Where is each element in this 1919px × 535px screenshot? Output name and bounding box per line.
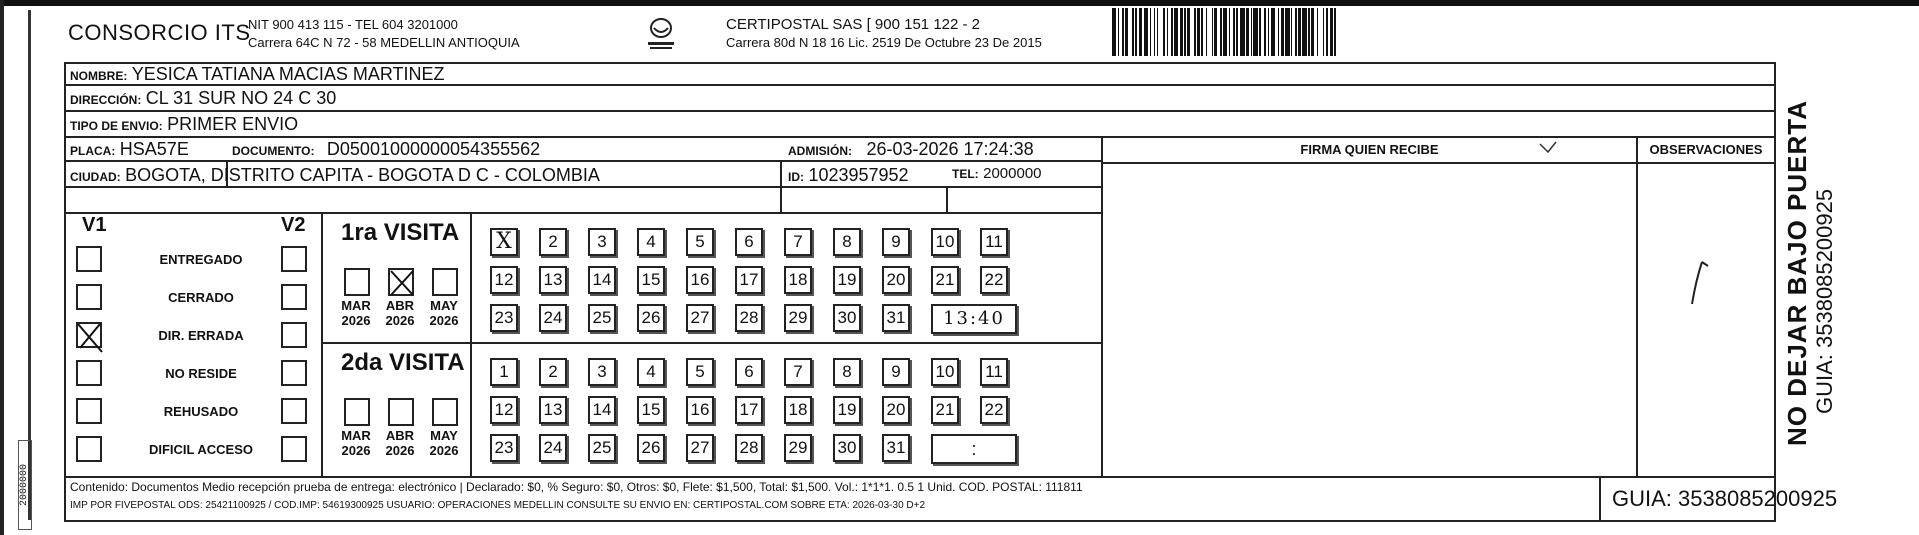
day-box[interactable]: 15 [637, 266, 665, 294]
month-year: 2026 [385, 443, 415, 458]
nombre-value: YESICA TATIANA MACIAS MARTINEZ [131, 64, 445, 84]
direccion-label: DIRECCIÓN: [70, 93, 142, 107]
x-mark-icon [388, 268, 414, 296]
day-box[interactable] [490, 228, 518, 256]
admision-field [788, 139, 1034, 160]
day-box[interactable]: 2 [539, 358, 567, 386]
documento-field [232, 139, 540, 160]
day-box[interactable]: 28 [735, 434, 763, 462]
ciudad-field [70, 165, 600, 186]
month-checkbox[interactable] [432, 268, 458, 296]
company-address: Carrera 64C N 72 - 58 MEDELLIN ANTIOQUIA [248, 35, 520, 50]
month-label [336, 428, 376, 458]
status-label: ENTREGADO [159, 252, 243, 267]
month-label [380, 428, 420, 458]
status-label: CERRADO [168, 290, 234, 305]
certipostal-logo-icon [640, 14, 682, 56]
day-box[interactable]: 31 [882, 434, 910, 462]
tel-label: TEL: [952, 167, 979, 181]
side-panel [1780, 78, 1840, 458]
tipo-envio-value: PRIMER ENVIO [167, 114, 299, 134]
day-box[interactable]: 22 [980, 396, 1008, 424]
footer-guia: GUIA: 3538085200925 [1612, 486, 1838, 511]
month-label [424, 298, 464, 328]
left-border [0, 0, 4, 535]
month-checkbox[interactable] [388, 268, 414, 296]
tel-field [952, 165, 1042, 183]
placa-value: HSA57E [119, 139, 189, 159]
day-box[interactable]: 25 [588, 434, 616, 462]
top-border [0, 0, 1919, 6]
barcode [1112, 8, 1492, 56]
ciudad-label: CIUDAD: [70, 170, 121, 184]
documento-label: DOCUMENTO: [232, 144, 315, 158]
id-value: 1023957952 [808, 165, 909, 185]
tipo-envio-field [70, 114, 298, 135]
day-box[interactable]: 29 [784, 304, 812, 332]
placa-label: PLACA: [70, 144, 116, 158]
day-box[interactable]: 28 [735, 304, 763, 332]
month-checkbox[interactable] [388, 398, 414, 426]
day-box[interactable]: 24 [539, 304, 567, 332]
day-box[interactable]: 30 [833, 434, 861, 462]
month-year: 2026 [341, 443, 371, 458]
day-box[interactable]: 16 [686, 266, 714, 294]
day-box[interactable]: 19 [833, 266, 861, 294]
day-box[interactable]: 23 [490, 434, 518, 462]
edge-code: 2000000 [18, 440, 32, 530]
v2-header: V2 [281, 214, 306, 236]
day-box[interactable]: 30 [833, 304, 861, 332]
day-box[interactable]: 3 [588, 228, 616, 256]
placa-field [70, 139, 189, 160]
status-label: NO RESIDE [165, 366, 237, 381]
admision-value: 26-03-2026 17:24:38 [866, 139, 1034, 159]
day-box[interactable]: 23 [490, 304, 518, 332]
month-year: 2026 [429, 313, 459, 328]
month-checkbox[interactable] [344, 398, 370, 426]
day-box[interactable]: 10 [931, 358, 959, 386]
day-box[interactable]: 20 [882, 396, 910, 424]
day-box[interactable]: 26 [637, 304, 665, 332]
direccion-value: CL 31 SUR NO 24 C 30 [145, 88, 337, 108]
visit-time[interactable]: : [931, 434, 1017, 464]
v1-checkbox[interactable] [76, 246, 102, 272]
day-box[interactable]: 2 [539, 228, 567, 256]
day-box[interactable]: 12 [490, 396, 518, 424]
day-box[interactable]: 8 [833, 228, 861, 256]
month-label [424, 428, 464, 458]
day-box[interactable]: 1 [490, 358, 518, 386]
month-name: MAY [430, 298, 458, 313]
day-box[interactable]: 11 [980, 228, 1008, 256]
v1-checkbox[interactable] [76, 436, 102, 462]
x-mark-icon: X [496, 229, 512, 254]
day-box[interactable]: 13 [539, 266, 567, 294]
v1-checkbox[interactable] [76, 284, 102, 310]
day-box[interactable]: 14 [588, 266, 616, 294]
month-checkbox[interactable] [344, 268, 370, 296]
day-box[interactable]: 17 [735, 396, 763, 424]
v1-header: V1 [82, 214, 107, 236]
carrier-address: Carrera 80d N 18 16 Lic. 2519 De Octubre 23 De 2015 [726, 35, 1042, 50]
day-box[interactable]: 24 [539, 434, 567, 462]
day-box[interactable]: 29 [784, 434, 812, 462]
day-box[interactable]: 26 [637, 434, 665, 462]
day-box[interactable]: 16 [686, 396, 714, 424]
day-box[interactable]: 19 [833, 396, 861, 424]
day-box[interactable]: 18 [784, 396, 812, 424]
v1-checkbox[interactable] [76, 322, 102, 348]
carrier-nit: CERTIPOSTAL SAS [ 900 151 122 - 2 [726, 16, 981, 33]
day-box[interactable]: 12 [490, 266, 518, 294]
month-year: 2026 [385, 313, 415, 328]
observaciones-header: OBSERVACIONES [1649, 142, 1763, 157]
v1-checkbox[interactable] [76, 360, 102, 386]
v1-checkbox[interactable] [76, 398, 102, 424]
day-box[interactable]: 8 [833, 358, 861, 386]
company-info [248, 16, 520, 52]
status-label: REHUSADO [163, 404, 239, 419]
observation-mark-icon [1682, 254, 1722, 314]
visit1-title: 1ra VISITA [341, 219, 460, 246]
month-name: MAR [341, 298, 371, 313]
day-box[interactable]: 6 [735, 358, 763, 386]
tel-value: 2000000 [983, 165, 1042, 182]
v2-checkbox[interactable] [281, 436, 307, 462]
day-box[interactable]: 7 [784, 228, 812, 256]
company-name: CONSORCIO ITS [68, 20, 251, 45]
nombre-label: NOMBRE: [70, 69, 128, 83]
day-box[interactable]: 7 [784, 358, 812, 386]
month-label [336, 298, 376, 328]
firma-header: FIRMA QUIEN RECIBE [1300, 142, 1439, 157]
barcode-bar [1336, 8, 1340, 56]
carrier-info [726, 16, 1042, 52]
day-box[interactable]: 22 [980, 266, 1008, 294]
day-box[interactable]: 11 [980, 358, 1008, 386]
id-label: ID: [788, 170, 804, 184]
day-box[interactable]: 17 [735, 266, 763, 294]
company-nit: NIT 900 413 115 - TEL 604 3201000 [248, 17, 458, 32]
day-box[interactable]: 15 [637, 396, 665, 424]
visit2-title: 2da VISITA [341, 349, 465, 376]
id-field [788, 165, 909, 186]
day-box[interactable]: 13 [539, 396, 567, 424]
day-box[interactable]: 10 [931, 228, 959, 256]
no-dejar-warning: NO DEJAR BAJO PUERTA [1782, 99, 1812, 446]
month-label [380, 298, 420, 328]
month-name: MAY [430, 428, 458, 443]
footer-contents: Contenido: Documentos Medio recepción prueba de entrega: electrónico | Declarado: $0, % Seguro: $0, Otros: $0, Flete: $1,500, Total: $1,500. Vol.: 1*1*1. 0.5 1 Unid. COD. POSTAL: 111811 [70, 480, 1083, 494]
day-box[interactable]: 4 [637, 228, 665, 256]
day-box[interactable]: 9 [882, 358, 910, 386]
v2-checkbox[interactable] [281, 322, 307, 348]
status-label: DIFICIL ACCESO [148, 442, 253, 457]
status-label: DIR. ERRADA [158, 328, 244, 343]
day-box[interactable]: 27 [686, 434, 714, 462]
day-box[interactable]: 4 [637, 358, 665, 386]
side-guia: GUIA: 3538085200925 [1812, 188, 1837, 414]
month-name: MAR [341, 428, 371, 443]
day-box[interactable]: 21 [931, 396, 959, 424]
month-year: 2026 [429, 443, 459, 458]
day-box[interactable]: 3 [588, 358, 616, 386]
day-box[interactable]: 20 [882, 266, 910, 294]
v2-checkbox[interactable] [281, 284, 307, 310]
nombre-field [70, 64, 445, 85]
day-box[interactable]: 18 [784, 266, 812, 294]
day-box[interactable]: 21 [931, 266, 959, 294]
day-box[interactable]: 5 [686, 358, 714, 386]
month-name: ABR [385, 298, 415, 313]
day-box[interactable]: 9 [882, 228, 910, 256]
x-mark-icon [76, 322, 102, 352]
footer-print-info: IMP POR FIVEPOSTAL ODS: 25421100925 / COD.IMP: 54619300925 USUARIO: OPERACIONES MEDELLIN CONSULTE SU ENVIO EN: CERTIPOSTAL.COM SOBRE ETA: 2026-03-30 D+2 [70, 500, 926, 511]
direccion-field [70, 88, 336, 109]
v2-checkbox[interactable] [281, 360, 307, 386]
visit-time[interactable]: 13:40 [931, 304, 1017, 334]
day-box[interactable]: 6 [735, 228, 763, 256]
month-checkbox[interactable] [432, 398, 458, 426]
day-box[interactable]: 5 [686, 228, 714, 256]
month-name: ABR [385, 428, 415, 443]
day-box[interactable]: 25 [588, 304, 616, 332]
v2-checkbox[interactable] [281, 246, 307, 272]
day-box[interactable]: 14 [588, 396, 616, 424]
tipo-envio-label: TIPO DE ENVIO: [70, 119, 163, 133]
day-box[interactable]: 31 [882, 304, 910, 332]
documento-value: D05001000000054355562 [326, 139, 541, 159]
day-box[interactable]: 27 [686, 304, 714, 332]
admision-label: ADMISIÓN: [788, 144, 852, 158]
v2-checkbox[interactable] [281, 398, 307, 424]
month-year: 2026 [341, 313, 371, 328]
ciudad-value: BOGOTA, DISTRITO CAPITA - BOGOTA D C - COLOMBIA [125, 165, 600, 185]
